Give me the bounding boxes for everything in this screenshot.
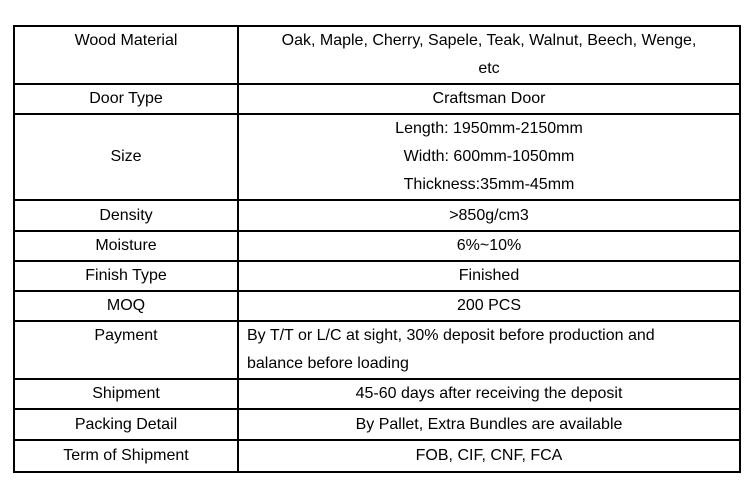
row-value: By T/T or L/C at sight, 30% deposit before production and balance before loading xyxy=(238,321,740,379)
spec-row-term-of-shipment xyxy=(14,440,740,472)
spec-row-packing-detail xyxy=(14,409,740,440)
row-label: Door Type xyxy=(14,84,238,114)
spec-table xyxy=(13,25,741,473)
row-value: By Pallet, Extra Bundles are available xyxy=(238,409,740,440)
row-value: 45-60 days after receiving the deposit xyxy=(238,379,740,409)
row-label: Shipment xyxy=(14,379,238,409)
row-value: Finished xyxy=(238,261,740,291)
row-value: Length: 1950mm-2150mm Width: 600mm-1050mm Thickness:35mm-45mm xyxy=(238,114,740,200)
spec-row-finish-type xyxy=(14,261,740,291)
row-label: Packing Detail xyxy=(14,409,238,440)
spec-row-payment xyxy=(14,321,740,379)
spec-row-door-type xyxy=(14,84,740,114)
spec-row-density xyxy=(14,200,740,231)
spec-table-body xyxy=(14,26,740,472)
row-value: 6%~10% xyxy=(238,231,740,261)
spec-row-wood-material xyxy=(14,26,740,84)
row-label: Wood Material xyxy=(14,26,238,84)
row-label: Density xyxy=(14,200,238,231)
row-label: Payment xyxy=(14,321,238,379)
spec-row-moisture xyxy=(14,231,740,261)
row-value: FOB, CIF, CNF, FCA xyxy=(238,440,740,472)
spec-row-moq xyxy=(14,291,740,321)
row-value: 200 PCS xyxy=(238,291,740,321)
row-label: Size xyxy=(14,114,238,200)
row-label: Moisture xyxy=(14,231,238,261)
row-value: >850g/cm3 xyxy=(238,200,740,231)
row-value: Craftsman Door xyxy=(238,84,740,114)
row-label: MOQ xyxy=(14,291,238,321)
spec-row-size xyxy=(14,114,740,200)
row-label: Finish Type xyxy=(14,261,238,291)
row-label: Term of Shipment xyxy=(14,440,238,472)
spec-row-shipment xyxy=(14,379,740,409)
row-value: Oak, Maple, Cherry, Sapele, Teak, Walnut, Beech, Wenge, etc xyxy=(238,26,740,84)
